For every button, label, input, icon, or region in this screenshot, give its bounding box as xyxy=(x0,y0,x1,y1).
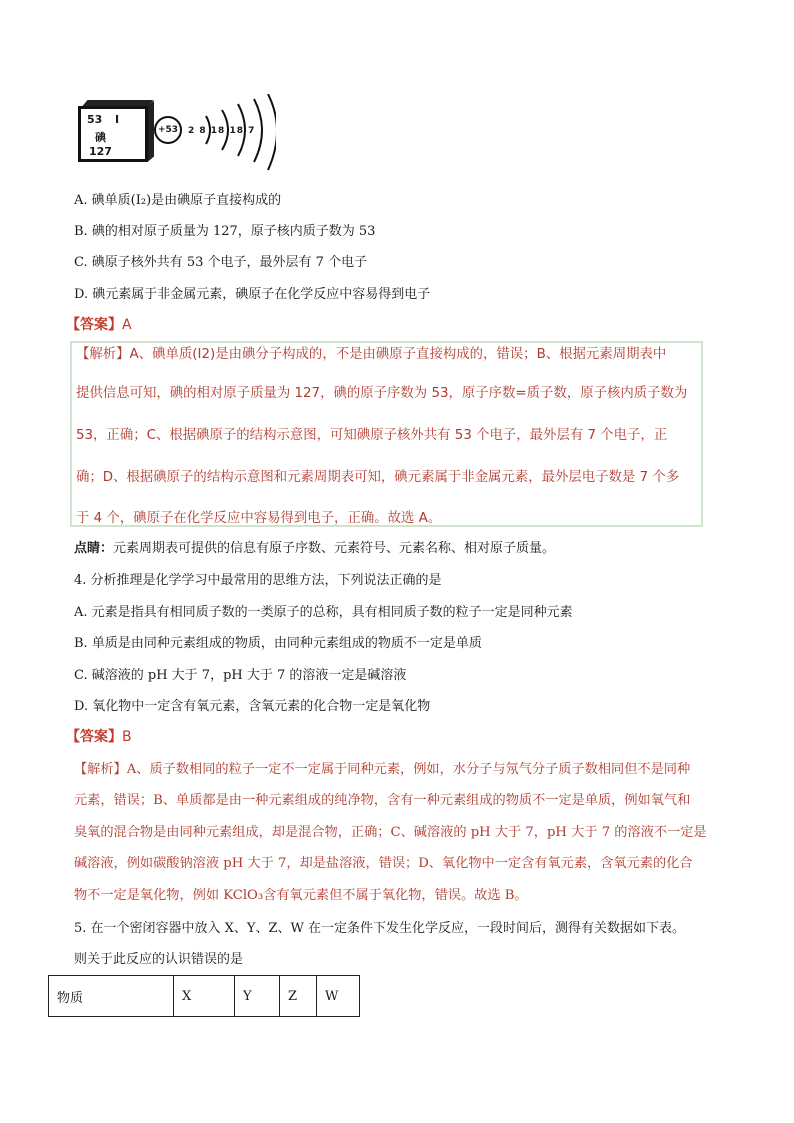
q4-answer xyxy=(66,726,132,746)
q5-stem-line: 5. 在一个密闭容器中放入 X、Y、Z、W 在一定条件下发生化学反应，一段时间后，测得有关数据如下表。 xyxy=(74,921,686,936)
q3-explanation-line: 确；D、根据碘原子的结构示意图和元素周期表可知，碘元素属于非金属元素，最外层电子数是 7 个多 xyxy=(76,470,680,485)
q4-explanation-line: 物不一定是氧化物，例如 KClO₃含有氧元素但不属于氧化物，错误。故选 B。 xyxy=(74,888,528,903)
atomic-mass: 127 xyxy=(89,145,112,158)
nucleus-circle: +53 xyxy=(154,116,182,144)
q3-option-c: C. 碘原子核外共有 53 个电子，最外层有 7 个电子 xyxy=(74,255,368,270)
q3-note xyxy=(74,537,555,556)
element-name: 碘 xyxy=(95,131,106,144)
atomic-number: 53 xyxy=(87,113,103,126)
note-text: 元素周期表可提供的信息有原子序数、元素符号、元素名称、相对原子质量。 xyxy=(113,541,556,556)
q3-explanation-line: 【解析】A、碘单质(I2)是由碘分子构成的，不是由碘原子直接构成的，错误；B、根据元素周期表中 xyxy=(76,347,667,362)
answer-value: A xyxy=(122,317,132,333)
shell-electron-counts: 2 8 18 18 7 xyxy=(188,126,256,136)
q3-explanation-line: 于 4 个，碘原子在化学反应中容易得到电子，正确。故选 A。 xyxy=(76,511,442,526)
table-header-cell: W xyxy=(317,976,360,1017)
answer-label: 【答案】 xyxy=(66,317,122,333)
q4-option-c: C. 碱溶液的 pH 大于 7，pH 大于 7 的溶液一定是碱溶液 xyxy=(74,668,407,683)
q4-explanation-line: 【解析】A、质子数相同的粒子一定不一定属于同种元素，例如，水分子与氖气分子质子数相同但不是同种 xyxy=(74,762,691,777)
q4-explanation-line: 臭氧的混合物是由同种元素组成，却是混合物，正确；C、碱溶液的 pH 大于 7，pH 大于 7 的溶液不一定是 xyxy=(74,825,707,840)
q5-data-table xyxy=(48,975,360,1017)
table-header-cell: 物质 xyxy=(49,976,174,1017)
q3-option-a: A. 碘单质(I₂)是由碘原子直接构成的 xyxy=(74,193,282,208)
q4-option-b: B. 单质是由同种元素组成的物质，由同种元素组成的物质不一定是单质 xyxy=(74,636,482,651)
q4-option-d: D. 氧化物中一定含有氧元素，含氧元素的化合物一定是氧化物 xyxy=(74,699,431,714)
table-header-cell: X xyxy=(174,976,235,1017)
answer-label: 【答案】 xyxy=(66,729,122,745)
element-symbol: I xyxy=(115,113,120,126)
q4-explanation-line: 碱溶液，例如碳酸钠溶液 pH 大于 7，却是盐溶液，错误；D、氧化物中一定含有氧元素，含氧元素的化合 xyxy=(74,856,693,871)
table-header-cell: Y xyxy=(235,976,280,1017)
q4-option-a: A. 元素是指具有相同质子数的一类原子的总称，具有相同质子数的粒子一定是同种元素 xyxy=(74,605,573,620)
q3-option-b: B. 碘的相对原子质量为 127，原子核内质子数为 53 xyxy=(74,224,376,239)
q5-stem-line: 则关于此反应的认识错误的是 xyxy=(74,952,244,967)
table-row xyxy=(49,976,360,1017)
q3-explanation-line: 提供信息可知，碘的相对原子质量为 127，碘的原子序数为 53，原子序数=质子数，原子核内质子数为 xyxy=(76,386,688,401)
q3-explanation-box xyxy=(70,341,703,527)
table-header-cell: Z xyxy=(280,976,317,1017)
iodine-figure xyxy=(76,94,276,174)
periodic-table-cell xyxy=(78,106,148,162)
q3-explanation-line: 53，正确；C、根据碘原子的结构示意图，可知碘原子核外共有 53 个电子，最外层有 7 个电子，正 xyxy=(76,428,668,443)
q3-answer xyxy=(66,314,132,334)
q4-explanation-line: 元素，错误；B、单质都是由一种元素组成的纯净物，含有一种元素组成的物质不一定是单质，例如氧气和 xyxy=(74,793,691,808)
q3-option-d: D. 碘元素属于非金属元素，碘原子在化学反应中容易得到电子 xyxy=(74,287,431,302)
answer-value: B xyxy=(122,729,132,745)
q4-stem: 4. 分析推理是化学学习中最常用的思维方法，下列说法正确的是 xyxy=(74,573,442,588)
note-label: 点睛： xyxy=(74,541,114,556)
